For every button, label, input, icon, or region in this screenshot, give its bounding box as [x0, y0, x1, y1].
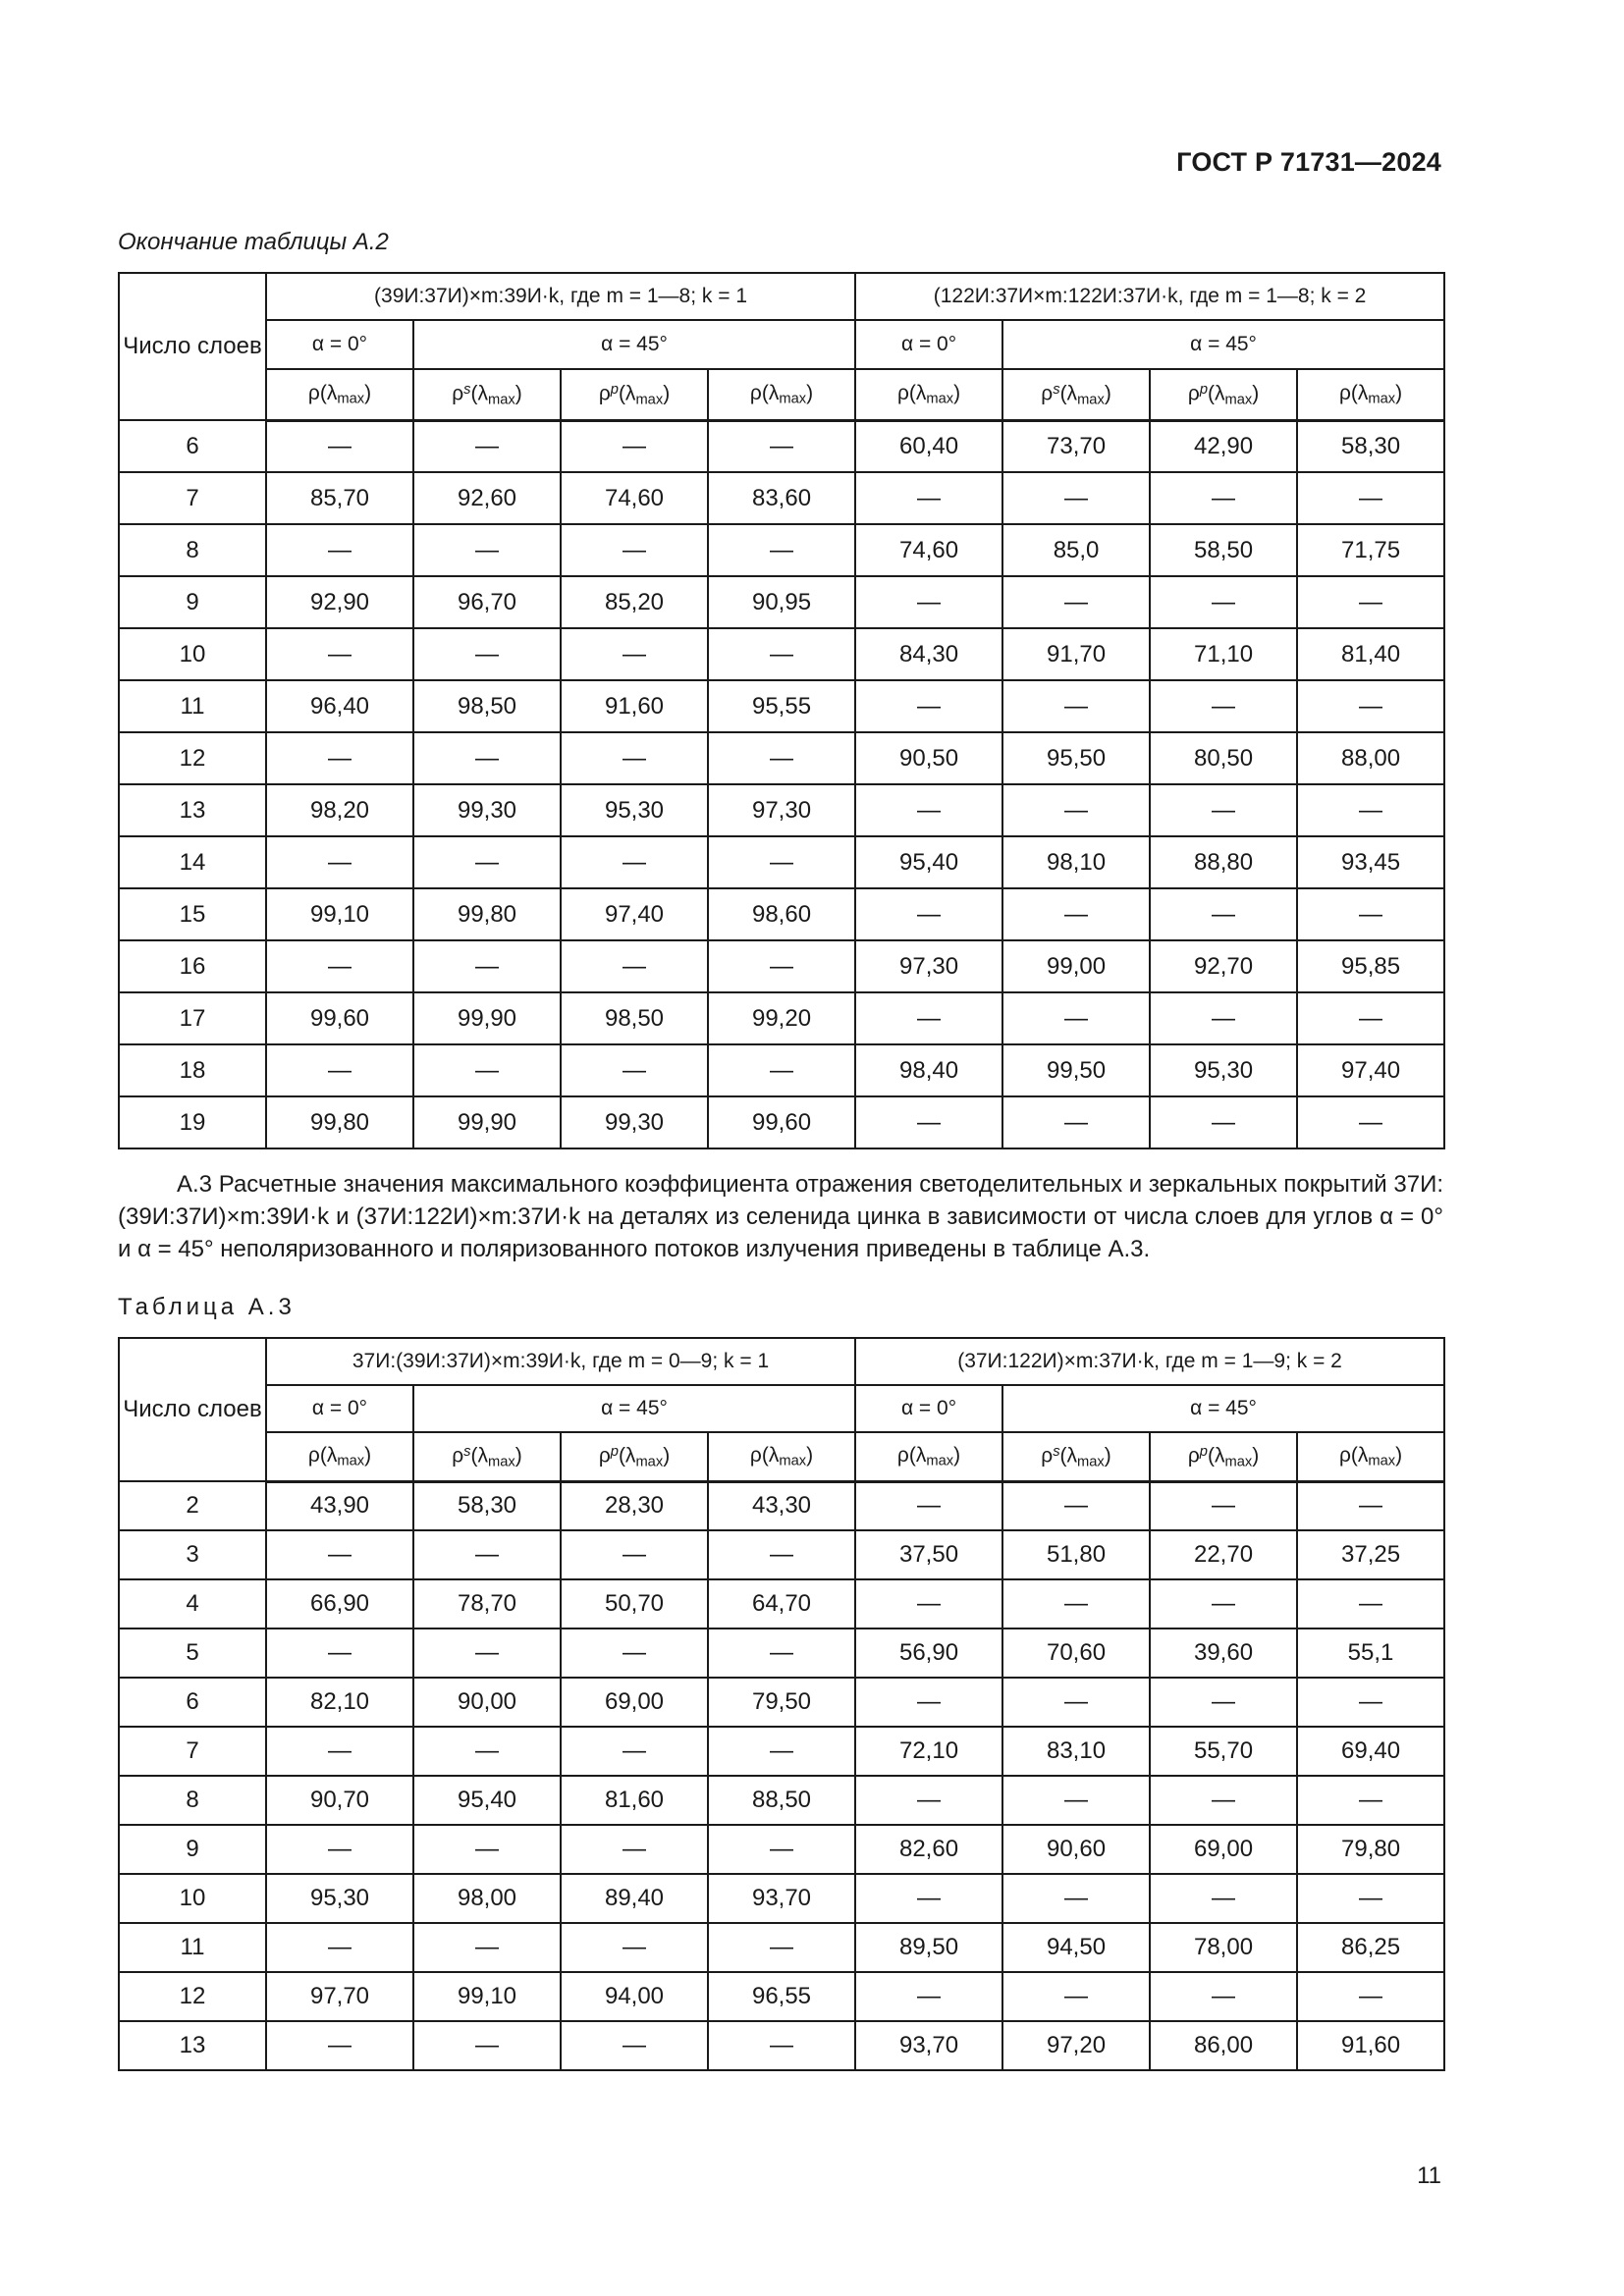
- value-cell: 88,50: [708, 1776, 855, 1825]
- value-cell: —: [413, 524, 561, 576]
- group-header-left: (39И:37И)×m:39И·k, где m = 1—8; k = 1: [266, 273, 855, 320]
- symbol-rho-p: $\rho^p(\lambda_{max})$: [1150, 369, 1297, 420]
- value-cell: —: [266, 1825, 413, 1874]
- group-header-right: (37И:122И)×m:37И·k, где m = 1—9; k = 2: [855, 1338, 1444, 1385]
- table-row: [119, 732, 1444, 784]
- value-cell: 98,60: [708, 888, 855, 940]
- value-cell: —: [1002, 1776, 1150, 1825]
- value-cell: —: [1150, 1678, 1297, 1727]
- table-row: [119, 940, 1444, 992]
- value-cell: —: [561, 732, 708, 784]
- value-cell: 85,0: [1002, 524, 1150, 576]
- value-cell: 89,50: [855, 1923, 1002, 1972]
- value-cell: 60,40: [855, 420, 1002, 472]
- value-cell: 99,10: [266, 888, 413, 940]
- value-cell: —: [561, 420, 708, 472]
- table-row: [119, 2021, 1444, 2070]
- table-a2: [118, 272, 1445, 1149]
- value-cell: 99,80: [413, 888, 561, 940]
- value-cell: —: [561, 1923, 708, 1972]
- symbol-rho-p: $\rho^p(\lambda_{max})$: [1150, 1432, 1297, 1481]
- value-cell: —: [1297, 680, 1444, 732]
- value-cell: 82,60: [855, 1825, 1002, 1874]
- value-cell: 93,70: [708, 1874, 855, 1923]
- value-cell: 80,50: [1150, 732, 1297, 784]
- value-cell: 98,50: [561, 992, 708, 1044]
- angle-0-header: α = 0°: [855, 1385, 1002, 1432]
- value-cell: —: [1002, 576, 1150, 628]
- angle-0-header: α = 0°: [266, 1385, 413, 1432]
- value-cell: —: [413, 1727, 561, 1776]
- value-cell: —: [708, 420, 855, 472]
- value-cell: —: [855, 992, 1002, 1044]
- value-cell: —: [266, 524, 413, 576]
- value-cell: —: [855, 680, 1002, 732]
- table-row: [119, 472, 1444, 524]
- layer-count-cell: 12: [119, 732, 266, 784]
- value-cell: —: [561, 628, 708, 680]
- value-cell: —: [1297, 784, 1444, 836]
- value-cell: 42,90: [1150, 420, 1297, 472]
- value-cell: —: [266, 1923, 413, 1972]
- symbol-rho-s: $\rho^s(\lambda_{max})$: [413, 369, 561, 420]
- paragraph-a3: А.3 Расчетные значения максимального коэффициента отражения светоделительных и зеркальных покрытий 37И:(39И:37И)×m:39И·k и (37И:122И)×m:37И·k на деталях из селенида цинка в зависимости от числа слоев для углов α = 0° и α = 45° неполяризованного и поляризованного потоков излучения приведены в таблице А.3.: [118, 1171, 1443, 1262]
- value-cell: 96,55: [708, 1972, 855, 2021]
- value-cell: —: [855, 1874, 1002, 1923]
- value-cell: 79,80: [1297, 1825, 1444, 1874]
- value-cell: 83,10: [1002, 1727, 1150, 1776]
- value-cell: —: [561, 1044, 708, 1096]
- layer-count-cell: 13: [119, 2021, 266, 2070]
- layer-count-cell: 5: [119, 1629, 266, 1678]
- value-cell: —: [266, 1727, 413, 1776]
- value-cell: —: [708, 1629, 855, 1678]
- symbol-rho-s: $\rho^s(\lambda_{max})$: [413, 1432, 561, 1481]
- value-cell: 95,30: [1150, 1044, 1297, 1096]
- layer-count-cell: 4: [119, 1579, 266, 1629]
- symbol-rho: $\rho(\lambda_{max})$: [266, 1432, 413, 1481]
- symbol-rho: $\rho(\lambda_{max})$: [1297, 1432, 1444, 1481]
- value-cell: 91,60: [1297, 2021, 1444, 2070]
- layer-count-cell: 11: [119, 680, 266, 732]
- table-row: [119, 1923, 1444, 1972]
- value-cell: —: [413, 2021, 561, 2070]
- value-cell: —: [266, 836, 413, 888]
- value-cell: 39,60: [1150, 1629, 1297, 1678]
- value-cell: —: [855, 1678, 1002, 1727]
- value-cell: —: [266, 1629, 413, 1678]
- value-cell: 90,70: [266, 1776, 413, 1825]
- table-row: [119, 1530, 1444, 1579]
- table-row: [119, 1579, 1444, 1629]
- value-cell: —: [1297, 576, 1444, 628]
- value-cell: 37,50: [855, 1530, 1002, 1579]
- value-cell: —: [561, 836, 708, 888]
- value-cell: 97,40: [1297, 1044, 1444, 1096]
- value-cell: 99,20: [708, 992, 855, 1044]
- value-cell: 69,00: [1150, 1825, 1297, 1874]
- value-cell: 66,90: [266, 1579, 413, 1629]
- symbol-rho-s: $\rho^s(\lambda_{max})$: [1002, 369, 1150, 420]
- value-cell: —: [1297, 472, 1444, 524]
- angle-45-header: α = 45°: [413, 1385, 855, 1432]
- value-cell: 86,00: [1150, 2021, 1297, 2070]
- value-cell: 81,40: [1297, 628, 1444, 680]
- table-row: [119, 992, 1444, 1044]
- layer-count-cell: 15: [119, 888, 266, 940]
- value-cell: —: [1002, 1096, 1150, 1148]
- value-cell: 96,40: [266, 680, 413, 732]
- value-cell: —: [1150, 1579, 1297, 1629]
- value-cell: 55,70: [1150, 1727, 1297, 1776]
- layer-count-cell: 8: [119, 524, 266, 576]
- table-row: [119, 1044, 1444, 1096]
- value-cell: 97,40: [561, 888, 708, 940]
- value-cell: —: [855, 1579, 1002, 1629]
- value-cell: —: [413, 1044, 561, 1096]
- value-cell: 95,40: [413, 1776, 561, 1825]
- value-cell: 99,90: [413, 992, 561, 1044]
- value-cell: —: [266, 2021, 413, 2070]
- layer-count-cell: 17: [119, 992, 266, 1044]
- layer-count-cell: 2: [119, 1481, 266, 1530]
- value-cell: —: [1002, 1972, 1150, 2021]
- value-cell: 58,50: [1150, 524, 1297, 576]
- value-cell: —: [708, 940, 855, 992]
- table-row: [119, 576, 1444, 628]
- table-row: [119, 1874, 1444, 1923]
- symbol-rho-s: $\rho^s(\lambda_{max})$: [1002, 1432, 1150, 1481]
- value-cell: 85,20: [561, 576, 708, 628]
- value-cell: —: [266, 420, 413, 472]
- angle-0-header: α = 0°: [855, 320, 1002, 369]
- table-a2-body: [119, 420, 1444, 1148]
- value-cell: 74,60: [561, 472, 708, 524]
- table-a3-body: [119, 1481, 1444, 2070]
- value-cell: 99,10: [413, 1972, 561, 2021]
- value-cell: 37,25: [1297, 1530, 1444, 1579]
- symbol-rho-p: $\rho^p(\lambda_{max})$: [561, 369, 708, 420]
- value-cell: —: [413, 1629, 561, 1678]
- value-cell: —: [855, 1481, 1002, 1530]
- value-cell: —: [708, 1044, 855, 1096]
- table-a3-caption: Таблица А.3: [118, 1294, 296, 1320]
- value-cell: —: [855, 472, 1002, 524]
- value-cell: —: [413, 836, 561, 888]
- value-cell: —: [1297, 992, 1444, 1044]
- value-cell: 90,50: [855, 732, 1002, 784]
- value-cell: —: [708, 1727, 855, 1776]
- value-cell: 97,30: [708, 784, 855, 836]
- value-cell: 58,30: [413, 1481, 561, 1530]
- table-row: [119, 420, 1444, 472]
- value-cell: —: [1150, 1096, 1297, 1148]
- value-cell: 99,50: [1002, 1044, 1150, 1096]
- value-cell: 95,55: [708, 680, 855, 732]
- symbol-rho: $\rho(\lambda_{max})$: [708, 369, 855, 420]
- layer-count-cell: 16: [119, 940, 266, 992]
- value-cell: —: [1002, 1874, 1150, 1923]
- value-cell: —: [1150, 992, 1297, 1044]
- value-cell: 64,70: [708, 1579, 855, 1629]
- table-row: [119, 1727, 1444, 1776]
- layer-count-cell: 12: [119, 1972, 266, 2021]
- value-cell: 95,30: [266, 1874, 413, 1923]
- value-cell: 88,00: [1297, 732, 1444, 784]
- value-cell: 96,70: [413, 576, 561, 628]
- value-cell: —: [1150, 784, 1297, 836]
- row-head-layers: Число слоев: [119, 1338, 266, 1481]
- value-cell: 95,50: [1002, 732, 1150, 784]
- value-cell: 71,75: [1297, 524, 1444, 576]
- value-cell: —: [1002, 680, 1150, 732]
- value-cell: —: [1002, 784, 1150, 836]
- value-cell: —: [1150, 472, 1297, 524]
- value-cell: —: [1297, 1096, 1444, 1148]
- value-cell: 74,60: [855, 524, 1002, 576]
- layer-count-cell: 10: [119, 1874, 266, 1923]
- value-cell: —: [708, 732, 855, 784]
- value-cell: —: [561, 1727, 708, 1776]
- value-cell: 99,60: [266, 992, 413, 1044]
- angle-45-header: α = 45°: [1002, 1385, 1444, 1432]
- value-cell: —: [1297, 1678, 1444, 1727]
- layer-count-cell: 3: [119, 1530, 266, 1579]
- value-cell: —: [855, 576, 1002, 628]
- value-cell: 79,50: [708, 1678, 855, 1727]
- value-cell: —: [708, 1825, 855, 1874]
- layer-count-cell: 9: [119, 576, 266, 628]
- value-cell: —: [266, 940, 413, 992]
- value-cell: —: [561, 1530, 708, 1579]
- value-cell: 99,60: [708, 1096, 855, 1148]
- table-a3: [118, 1337, 1445, 2071]
- value-cell: —: [561, 524, 708, 576]
- value-cell: 51,80: [1002, 1530, 1150, 1579]
- value-cell: 98,40: [855, 1044, 1002, 1096]
- value-cell: 93,45: [1297, 836, 1444, 888]
- value-cell: —: [1150, 576, 1297, 628]
- symbol-rho-p: $\rho^p(\lambda_{max})$: [561, 1432, 708, 1481]
- value-cell: 95,85: [1297, 940, 1444, 992]
- value-cell: —: [561, 940, 708, 992]
- value-cell: 98,20: [266, 784, 413, 836]
- value-cell: 99,90: [413, 1096, 561, 1148]
- layer-count-cell: 10: [119, 628, 266, 680]
- symbol-rho: $\rho(\lambda_{max})$: [266, 369, 413, 420]
- value-cell: —: [1150, 1874, 1297, 1923]
- value-cell: —: [855, 888, 1002, 940]
- value-cell: —: [708, 1923, 855, 1972]
- value-cell: 95,40: [855, 836, 1002, 888]
- table-row: [119, 524, 1444, 576]
- value-cell: —: [413, 420, 561, 472]
- value-cell: —: [413, 628, 561, 680]
- symbol-rho: $\rho(\lambda_{max})$: [708, 1432, 855, 1481]
- value-cell: 99,00: [1002, 940, 1150, 992]
- table-row: [119, 836, 1444, 888]
- angle-45-header: α = 45°: [413, 320, 855, 369]
- value-cell: —: [561, 1629, 708, 1678]
- value-cell: 99,30: [413, 784, 561, 836]
- value-cell: —: [266, 628, 413, 680]
- value-cell: 83,60: [708, 472, 855, 524]
- value-cell: —: [561, 1825, 708, 1874]
- layer-count-cell: 6: [119, 1678, 266, 1727]
- value-cell: 58,30: [1297, 420, 1444, 472]
- value-cell: 78,70: [413, 1579, 561, 1629]
- document-code: ГОСТ Р 71731—2024: [1176, 147, 1441, 177]
- group-header-left: 37И:(39И:37И)×m:39И·k, где m = 0—9; k = 1: [266, 1338, 855, 1385]
- layer-count-cell: 13: [119, 784, 266, 836]
- value-cell: —: [1002, 888, 1150, 940]
- angle-0-header: α = 0°: [266, 320, 413, 369]
- value-cell: —: [1297, 1579, 1444, 1629]
- value-cell: —: [413, 940, 561, 992]
- table-row: [119, 1776, 1444, 1825]
- value-cell: 69,00: [561, 1678, 708, 1727]
- row-head-layers: Число слоев: [119, 273, 266, 420]
- value-cell: 95,30: [561, 784, 708, 836]
- value-cell: 92,70: [1150, 940, 1297, 992]
- table-row: [119, 1481, 1444, 1530]
- value-cell: 93,70: [855, 2021, 1002, 2070]
- table-row: [119, 1972, 1444, 2021]
- value-cell: 56,90: [855, 1629, 1002, 1678]
- value-cell: 92,60: [413, 472, 561, 524]
- value-cell: —: [413, 1530, 561, 1579]
- value-cell: 98,50: [413, 680, 561, 732]
- layer-count-cell: 8: [119, 1776, 266, 1825]
- value-cell: —: [561, 2021, 708, 2070]
- table-row: [119, 784, 1444, 836]
- value-cell: —: [1297, 1972, 1444, 2021]
- value-cell: 86,25: [1297, 1923, 1444, 1972]
- value-cell: 99,30: [561, 1096, 708, 1148]
- table-row: [119, 1629, 1444, 1678]
- layer-count-cell: 18: [119, 1044, 266, 1096]
- table-row: [119, 1678, 1444, 1727]
- value-cell: 97,30: [855, 940, 1002, 992]
- value-cell: 91,60: [561, 680, 708, 732]
- value-cell: 94,00: [561, 1972, 708, 2021]
- table-row: [119, 888, 1444, 940]
- value-cell: 90,60: [1002, 1825, 1150, 1874]
- value-cell: —: [413, 1923, 561, 1972]
- value-cell: —: [1150, 1481, 1297, 1530]
- value-cell: —: [413, 732, 561, 784]
- table-a2-caption: Окончание таблицы А.2: [118, 229, 389, 255]
- value-cell: 98,00: [413, 1874, 561, 1923]
- table-row: [119, 680, 1444, 732]
- value-cell: 91,70: [1002, 628, 1150, 680]
- value-cell: —: [1297, 888, 1444, 940]
- value-cell: 70,60: [1002, 1629, 1150, 1678]
- value-cell: 90,00: [413, 1678, 561, 1727]
- value-cell: —: [708, 524, 855, 576]
- value-cell: 92,90: [266, 576, 413, 628]
- value-cell: 97,20: [1002, 2021, 1150, 2070]
- value-cell: —: [266, 1044, 413, 1096]
- value-cell: 28,30: [561, 1481, 708, 1530]
- value-cell: —: [1297, 1776, 1444, 1825]
- value-cell: —: [1297, 1481, 1444, 1530]
- value-cell: —: [1150, 888, 1297, 940]
- value-cell: —: [413, 1825, 561, 1874]
- layer-count-cell: 19: [119, 1096, 266, 1148]
- value-cell: 85,70: [266, 472, 413, 524]
- value-cell: —: [1150, 1972, 1297, 2021]
- value-cell: 69,40: [1297, 1727, 1444, 1776]
- group-header-right: (122И:37И×m:122И:37И·k, где m = 1—8; k = 2: [855, 273, 1444, 320]
- value-cell: 94,50: [1002, 1923, 1150, 1972]
- value-cell: —: [708, 2021, 855, 2070]
- value-cell: —: [855, 1972, 1002, 2021]
- value-cell: —: [855, 1096, 1002, 1148]
- value-cell: 99,80: [266, 1096, 413, 1148]
- value-cell: 89,40: [561, 1874, 708, 1923]
- page-number: 11: [1417, 2163, 1441, 2189]
- value-cell: —: [1150, 680, 1297, 732]
- layer-count-cell: 7: [119, 472, 266, 524]
- value-cell: —: [1297, 1874, 1444, 1923]
- value-cell: —: [1002, 1481, 1150, 1530]
- value-cell: —: [1150, 1776, 1297, 1825]
- value-cell: —: [266, 1530, 413, 1579]
- value-cell: 82,10: [266, 1678, 413, 1727]
- value-cell: 55,1: [1297, 1629, 1444, 1678]
- table-row: [119, 628, 1444, 680]
- value-cell: —: [266, 732, 413, 784]
- symbol-rho: $\rho(\lambda_{max})$: [855, 1432, 1002, 1481]
- value-cell: 50,70: [561, 1579, 708, 1629]
- table-row: [119, 1825, 1444, 1874]
- value-cell: 71,10: [1150, 628, 1297, 680]
- value-cell: —: [708, 628, 855, 680]
- value-cell: 22,70: [1150, 1530, 1297, 1579]
- angle-45-header: α = 45°: [1002, 320, 1444, 369]
- layer-count-cell: 7: [119, 1727, 266, 1776]
- value-cell: —: [855, 1776, 1002, 1825]
- value-cell: 72,10: [855, 1727, 1002, 1776]
- value-cell: 84,30: [855, 628, 1002, 680]
- value-cell: 97,70: [266, 1972, 413, 2021]
- value-cell: —: [708, 836, 855, 888]
- symbol-rho: $\rho(\lambda_{max})$: [855, 369, 1002, 420]
- value-cell: 98,10: [1002, 836, 1150, 888]
- value-cell: 78,00: [1150, 1923, 1297, 1972]
- value-cell: 81,60: [561, 1776, 708, 1825]
- value-cell: —: [1002, 472, 1150, 524]
- layer-count-cell: 14: [119, 836, 266, 888]
- value-cell: 88,80: [1150, 836, 1297, 888]
- symbol-rho: $\rho(\lambda_{max})$: [1297, 369, 1444, 420]
- layer-count-cell: 9: [119, 1825, 266, 1874]
- value-cell: 73,70: [1002, 420, 1150, 472]
- value-cell: —: [1002, 1678, 1150, 1727]
- layer-count-cell: 6: [119, 420, 266, 472]
- value-cell: 90,95: [708, 576, 855, 628]
- value-cell: —: [1002, 1579, 1150, 1629]
- value-cell: —: [708, 1530, 855, 1579]
- table-row: [119, 1096, 1444, 1148]
- value-cell: 43,30: [708, 1481, 855, 1530]
- value-cell: —: [1002, 992, 1150, 1044]
- value-cell: —: [855, 784, 1002, 836]
- value-cell: 43,90: [266, 1481, 413, 1530]
- layer-count-cell: 11: [119, 1923, 266, 1972]
